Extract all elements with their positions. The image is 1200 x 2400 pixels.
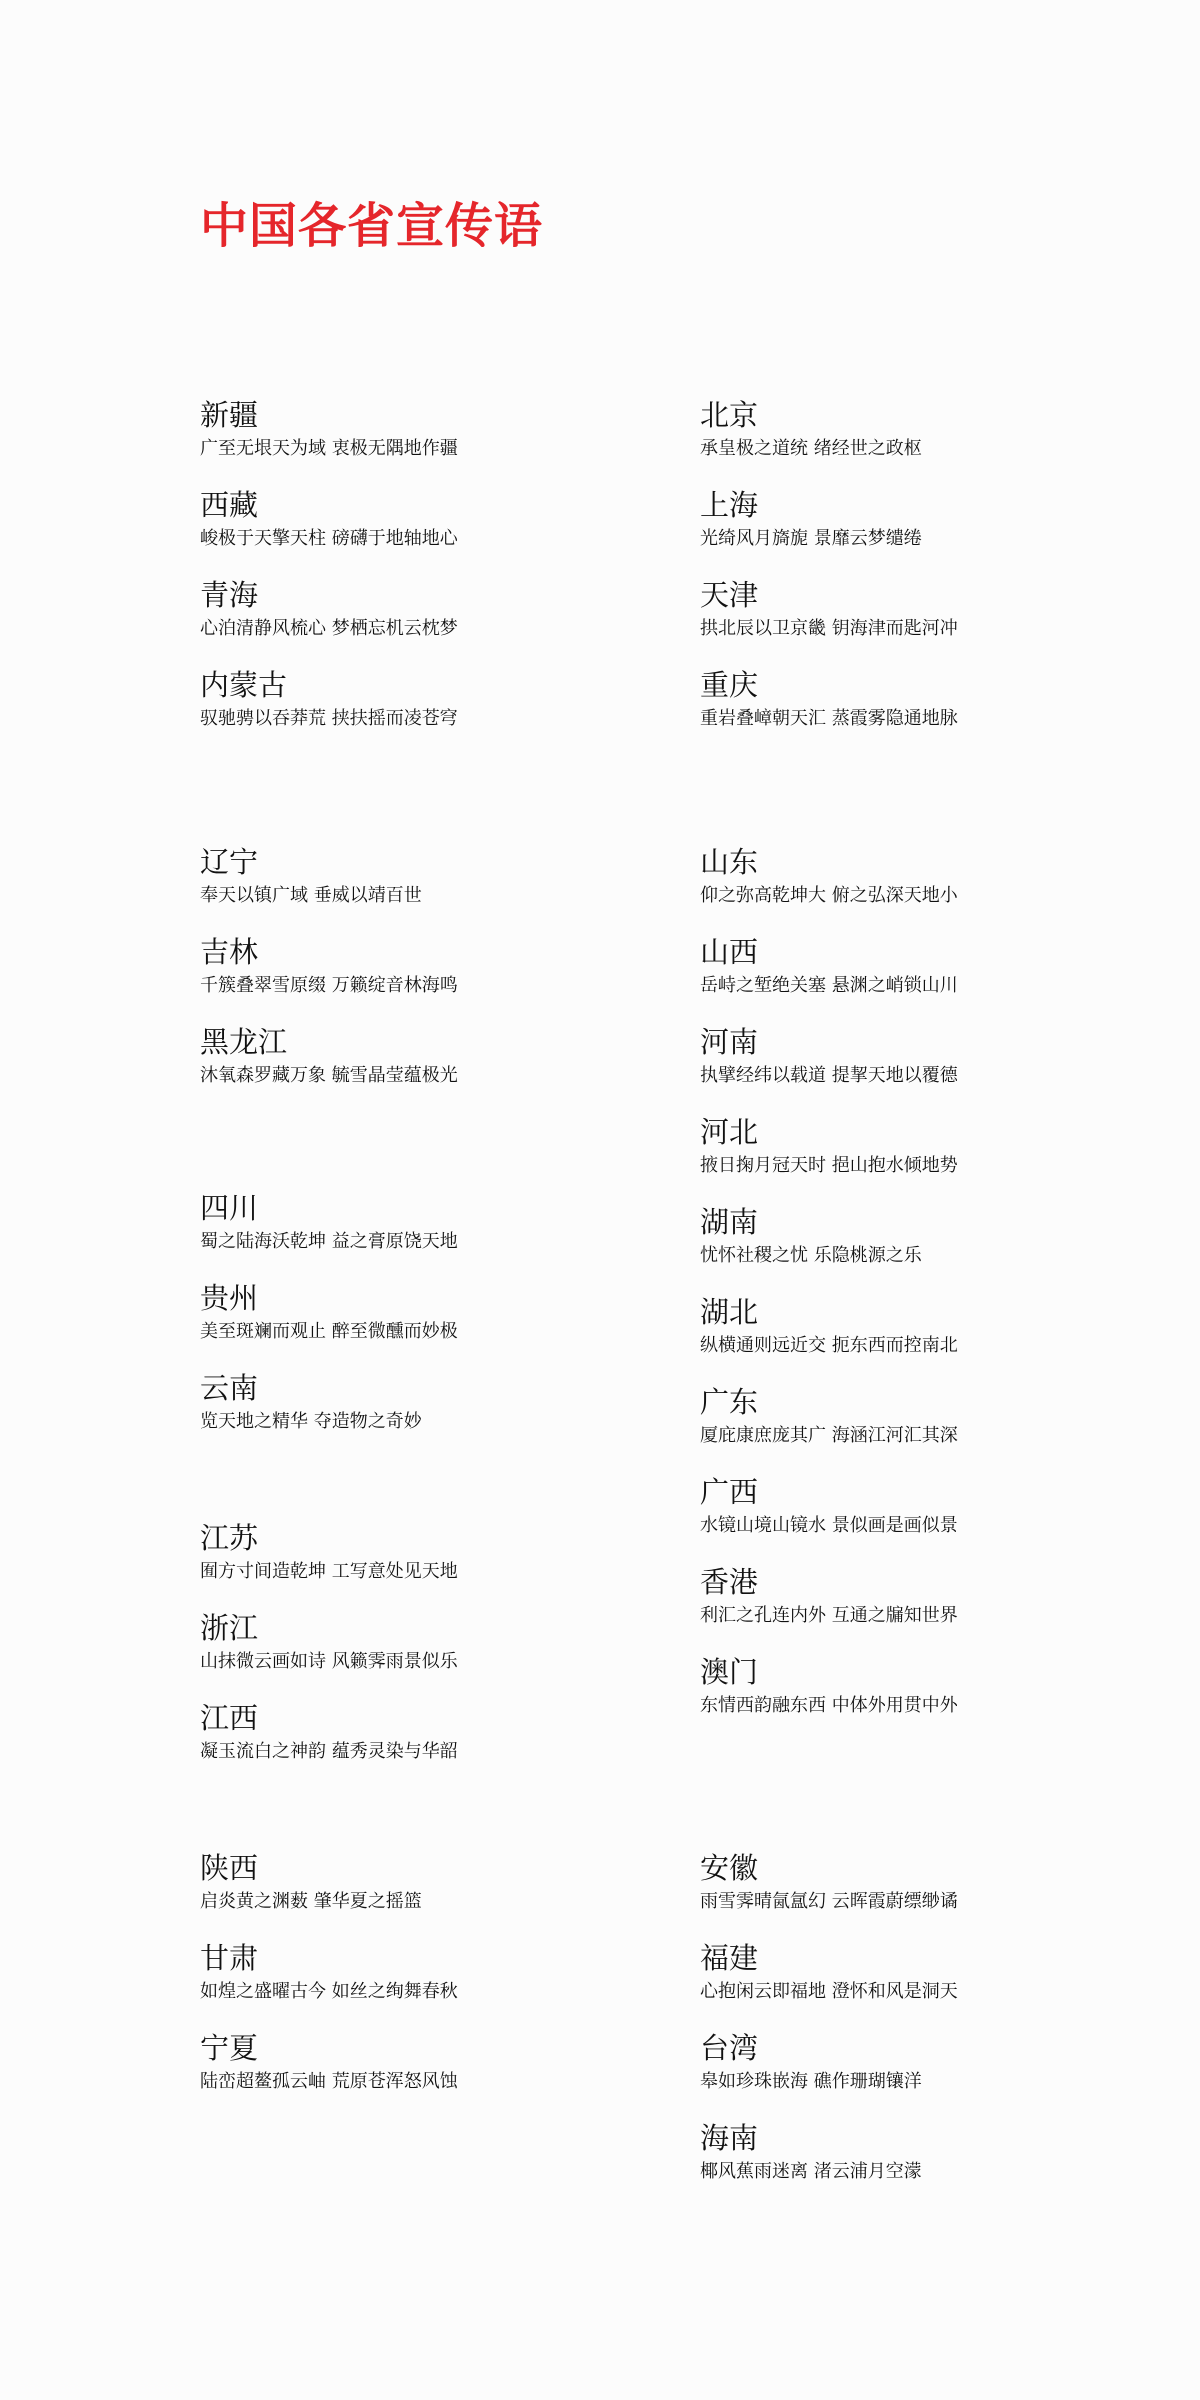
region-name: 安徽 bbox=[700, 1851, 759, 1885]
region-entry bbox=[200, 1190, 620, 1254]
region-name: 西藏 bbox=[200, 488, 259, 522]
region-slogan: 椰风蕉雨迷离 渚云浦月空濛 bbox=[700, 2161, 922, 2182]
region-slogan: 皋如珍珠嵌海 礁作珊瑚镶洋 bbox=[700, 2071, 922, 2092]
region-entry bbox=[200, 1700, 620, 1764]
region-slogan: 水镜山境山镜水 景似画是画似景 bbox=[700, 1515, 958, 1536]
region-slogan: 沐氧森罗藏万象 毓雪晶莹蕴极光 bbox=[200, 1065, 458, 1086]
region-name: 北京 bbox=[700, 398, 759, 432]
region-name: 贵州 bbox=[200, 1281, 259, 1315]
region-slogan: 利汇之孔连内外 互通之牖知世界 bbox=[700, 1605, 958, 1626]
region-name: 广东 bbox=[700, 1385, 759, 1419]
region-slogan: 拱北辰以卫京畿 钥海津而匙河冲 bbox=[700, 618, 958, 639]
region-slogan: 岳峙之堑绝关塞 悬渊之峭锁山川 bbox=[700, 975, 958, 996]
region-entry bbox=[200, 667, 620, 731]
region-slogan: 囿方寸间造乾坤 工写意处见天地 bbox=[200, 1561, 458, 1582]
region-slogan: 驭驰骋以吞莽荒 挟扶摇而凌苍穹 bbox=[200, 708, 458, 729]
region-slogan: 峻极于天擎天柱 磅礴于地轴地心 bbox=[200, 528, 458, 549]
region-entry bbox=[200, 1280, 620, 1344]
region-name: 山西 bbox=[700, 935, 759, 969]
region-slogan: 雨雪霁晴氤氲幻 云晖霞蔚缥缈谲 bbox=[700, 1891, 958, 1912]
region-entry bbox=[200, 1024, 620, 1088]
region-slogan: 纵横通则远近交 扼东西而控南北 bbox=[700, 1335, 958, 1356]
region-name: 台湾 bbox=[700, 2031, 759, 2065]
region-entry bbox=[200, 1850, 620, 1914]
region-slogan: 凝玉流白之神韵 蕴秀灵染与华韶 bbox=[200, 1741, 458, 1762]
region-entry bbox=[700, 1294, 1120, 1358]
region-entry bbox=[200, 1370, 620, 1434]
region-name: 重庆 bbox=[700, 668, 759, 702]
region-slogan: 奉天以镇广域 垂威以靖百世 bbox=[200, 885, 422, 906]
region-name: 内蒙古 bbox=[200, 668, 288, 702]
region-entry bbox=[700, 397, 1120, 461]
region-entry bbox=[700, 2120, 1120, 2184]
region-entry bbox=[200, 2030, 620, 2094]
region-name: 江西 bbox=[200, 1701, 259, 1735]
region-entry bbox=[700, 934, 1120, 998]
region-slogan: 陆峦超鳌孤云岫 荒原苍浑怒风蚀 bbox=[200, 2071, 458, 2092]
region-name: 甘肃 bbox=[200, 1941, 259, 1975]
region-name: 云南 bbox=[200, 1371, 259, 1405]
region-entry bbox=[200, 844, 620, 908]
region-name: 澳门 bbox=[700, 1655, 759, 1689]
region-entry bbox=[700, 1114, 1120, 1178]
region-name: 四川 bbox=[200, 1191, 259, 1225]
region-entry bbox=[200, 934, 620, 998]
region-entry bbox=[700, 1564, 1120, 1628]
region-slogan: 如煌之盛曜古今 如丝之绚舞春秋 bbox=[200, 1981, 458, 2002]
region-name: 上海 bbox=[700, 488, 759, 522]
region-entry bbox=[700, 1474, 1120, 1538]
region-name: 浙江 bbox=[200, 1611, 259, 1645]
region-slogan: 心泊清静风梳心 梦栖忘机云枕梦 bbox=[200, 618, 458, 639]
region-slogan: 广至无垠天为域 衷极无隅地作疆 bbox=[200, 438, 458, 459]
region-name: 天津 bbox=[700, 578, 759, 612]
region-entry bbox=[700, 577, 1120, 641]
region-slogan: 仰之弥高乾坤大 俯之弘深天地小 bbox=[700, 885, 958, 906]
region-entry bbox=[700, 1940, 1120, 2004]
region-slogan: 厦庇康庶庞其广 海涵江河汇其深 bbox=[700, 1425, 958, 1446]
region-name: 湖北 bbox=[700, 1295, 759, 1329]
region-slogan: 光绮风月旖旎 景靡云梦缱绻 bbox=[700, 528, 922, 549]
region-name: 青海 bbox=[200, 578, 259, 612]
region-entry bbox=[200, 1940, 620, 2004]
region-slogan: 掖日掬月冠天时 挹山抱水倾地势 bbox=[700, 1155, 958, 1176]
region-name: 吉林 bbox=[200, 935, 259, 969]
region-entry bbox=[700, 2030, 1120, 2094]
region-entry bbox=[700, 1384, 1120, 1448]
region-entry bbox=[200, 1610, 620, 1674]
region-slogan: 重岩叠嶂朝天汇 蒸霞雾隐通地脉 bbox=[700, 708, 958, 729]
region-entry bbox=[200, 1520, 620, 1584]
region-slogan: 执擘经纬以载道 提挈天地以覆德 bbox=[700, 1065, 958, 1086]
region-slogan: 东情西韵融东西 中体外用贯中外 bbox=[700, 1695, 958, 1716]
region-slogan: 心抱闲云即福地 澄怀和风是洞天 bbox=[700, 1981, 958, 2002]
region-slogan: 美至斑斓而观止 醉至微醺而妙极 bbox=[200, 1321, 458, 1342]
region-slogan: 蜀之陆海沃乾坤 益之膏原饶天地 bbox=[200, 1231, 458, 1252]
region-entry bbox=[700, 487, 1120, 551]
region-entry bbox=[700, 1654, 1120, 1718]
region-name: 新疆 bbox=[200, 398, 259, 432]
page-title: 中国各省宣传语 bbox=[200, 198, 544, 254]
region-name: 江苏 bbox=[200, 1521, 259, 1555]
region-entry bbox=[200, 577, 620, 641]
region-name: 宁夏 bbox=[200, 2031, 259, 2065]
region-slogan: 山抹微云画如诗 风籁霁雨景似乐 bbox=[200, 1651, 458, 1672]
region-name: 山东 bbox=[700, 845, 759, 879]
region-name: 河南 bbox=[700, 1025, 759, 1059]
region-entry bbox=[700, 667, 1120, 731]
region-slogan: 忧怀社稷之忧 乐隐桃源之乐 bbox=[700, 1245, 922, 1266]
region-name: 辽宁 bbox=[200, 845, 259, 879]
region-entry bbox=[200, 487, 620, 551]
region-entry bbox=[700, 1850, 1120, 1914]
region-name: 河北 bbox=[700, 1115, 759, 1149]
region-entry bbox=[700, 1024, 1120, 1088]
region-name: 福建 bbox=[700, 1941, 759, 1975]
region-entry bbox=[200, 397, 620, 461]
region-slogan: 承皇极之道统 绪经世之政枢 bbox=[700, 438, 922, 459]
region-name: 湖南 bbox=[700, 1205, 759, 1239]
region-slogan: 览天地之精华 夺造物之奇妙 bbox=[200, 1411, 422, 1432]
region-slogan: 千簇叠翠雪原缀 万籁绽音林海鸣 bbox=[200, 975, 458, 996]
region-name: 广西 bbox=[700, 1475, 759, 1509]
region-name: 陕西 bbox=[200, 1851, 259, 1885]
region-entry bbox=[700, 844, 1120, 908]
region-name: 海南 bbox=[700, 2121, 759, 2155]
region-name: 香港 bbox=[700, 1565, 759, 1599]
region-entry bbox=[700, 1204, 1120, 1268]
region-name: 黑龙江 bbox=[200, 1025, 288, 1059]
region-slogan: 启炎黄之渊薮 肇华夏之摇篮 bbox=[200, 1891, 422, 1912]
